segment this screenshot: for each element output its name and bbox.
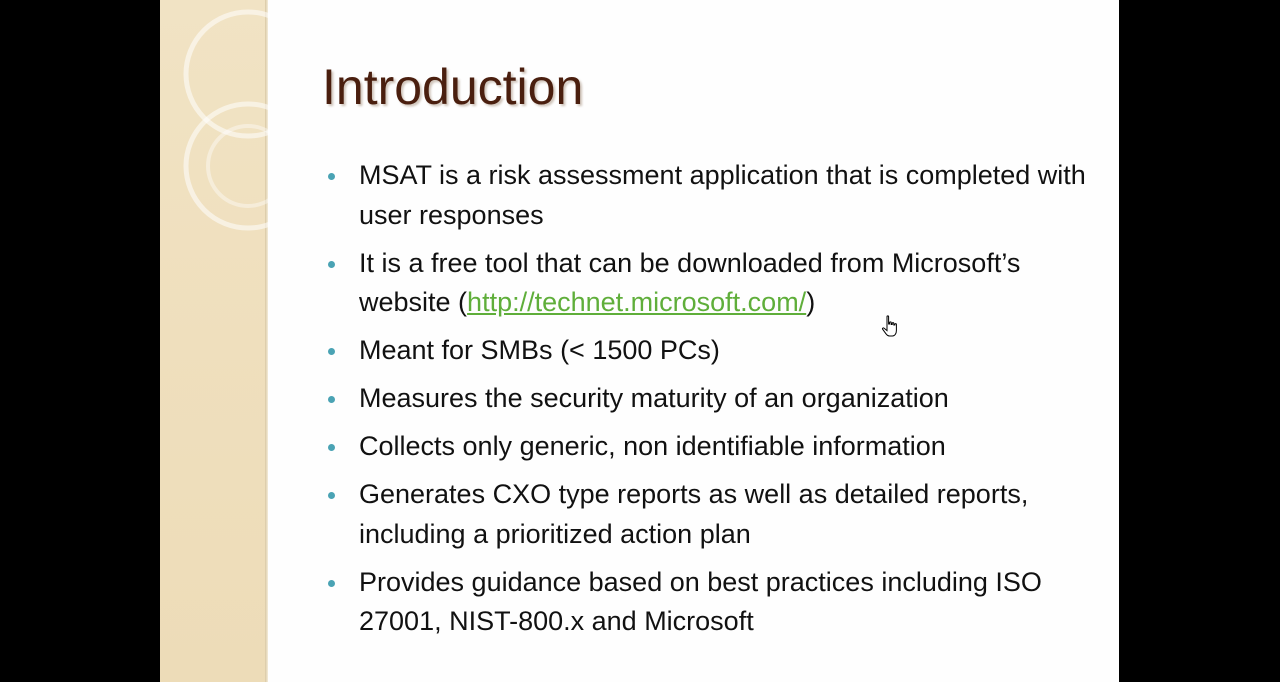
bullet-text-before-link: It is a free tool that can be downloaded from Microsoft’s website ( [359,247,1021,317]
bullet-text [359,248,1020,318]
bullet-item-free-tool [328,244,1088,323]
bullet-item-generic-info [328,427,1088,467]
bullet-item-msat [328,156,1088,235]
bullet-item-reports [328,475,1088,554]
bullet-item-guidance [328,563,1088,642]
bullet-text: Provides guidance based on best practices including ISO 27001, NIST-800.x and Microsoft [359,566,1042,636]
bullet-text: MSAT is a risk assessment application that is completed with user responses [359,160,1086,230]
hand-pointer-icon [881,315,901,339]
bullet-dot-icon [328,492,335,499]
bullet-text: Measures the security maturity of an organization [359,383,949,413]
bullet-text: Collects only generic, non identifiable information [359,431,946,461]
technet-link[interactable]: http://technet.microsoft.com/ [467,287,807,317]
bullet-dot-icon [328,173,335,180]
bullet-list [328,156,1088,650]
bullet-dot-icon [328,261,335,268]
presentation-slide [160,0,1119,682]
bullet-text-after-link: ) [806,287,816,317]
bullet-dot-icon [328,348,335,355]
bullet-dot-icon [328,396,335,403]
bullet-text: Generates CXO type reports as well as detailed reports, including a prioritized action plan [359,479,1029,549]
circle-decoration-icon [160,0,270,240]
bullet-dot-icon [328,580,335,587]
bullet-item-smbs [328,331,1088,371]
slide-title: Introduction [322,59,584,115]
bullet-dot-icon [328,444,335,451]
bullet-text: Meant for SMBs (< 1500 PCs) [359,335,720,365]
bullet-item-maturity [328,379,1088,419]
